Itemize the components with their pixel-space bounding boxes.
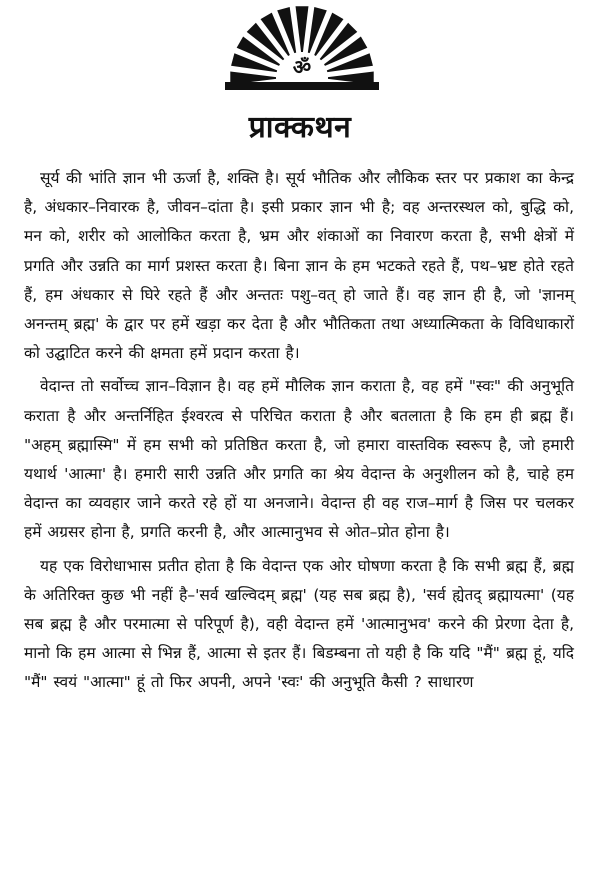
sun-ray [277, 7, 296, 53]
paragraph-1: सूर्य की भांति ज्ञान भी ऊर्जा है, शक्ति है। सूर्य भौतिक और लौकिक स्तर पर प्रकाश का केन्द्र है, अंधकार–निवारक है, जीवन–दांता है। इसी प्रकार ज्ञान भी है; वह अन्तरस्थल को, बुद्धि को, मन को, शरीर को आलोकित करता है, भ्रम और शंकाओं का निवारण करता है, सभी क्षेत्रों में प्रगति और उन्नति का मार्ग प्रशस्त करता है। बिना ज्ञान के हम भटकते रहते हैं, पथ–भ्रष्ट होते रहते हैं, हम अंधकार से घिरे रहते हैं और अन्ततः पशु–वत् हो जाते हैं। वह ज्ञान ही है, जो 'ज्ञानम् अनन्तम् ब्रह्म' के द्वार पर हमें खड़ा कर देता है और भौतिकता तथा अध्यात्मिकता के विविधाकारों को उद्घाटित करने की क्षमता हमें प्रदान करता है। [24, 169, 574, 363]
om-glyph: ॐ [292, 55, 312, 79]
paragraph-3: यह एक विरोधाभास प्रतीत होता है कि वेदान्त एक ओर घोषणा करता है कि सभी ब्रह्म हैं, ब्रह्म के अतिरिक्त कुछ भी नहीं है–'सर्व खल्विदम् ब्रह्म' (यह सब ब्रह्म है), 'सर्व ह्येतद् ब्रह्मायत्मा' (यह सब ब्रह्म है और परमात्मा से परिपूर्ण है), वही वेदान्त हमें 'आत्मानुभव' करने की प्रेरणा देता है, मानो कि हम आत्मा से भिन्न हैं, आत्मा से इतर हैं। बिडम्बना तो यही है कि यदि "मैं" ब्रह्म हूं, यदि "मैं" स्वयं "आत्मा" हूं तो फिर अपनी, अपने 'स्वः' की अनुभूति कैसी ? साधारण [24, 556, 574, 692]
paragraph-2: वेदान्त तो सर्वोच्च ज्ञान–विज्ञान है। वह हमें मौलिक ज्ञान कराता है, वह हमें "स्वः" की अनुभूति कराता है और अन्तर्निहित ईश्वरत्व से परिचित कराता है और बतलाता है कि हम ही ब्रह्म हैं। "अहम् ब्रह्मास्मि" में हम सभी को प्रतिष्ठित करता है, जो हमारा वास्तविक स्वरूप है, जो हमारी यथार्थ 'आत्मा' है। हमारी सारी उन्नति और प्रगति का श्रेय वेदान्त के अनुशीलन को है, चाहे हम वेदान्त का व्यवहार जाने करते रहे हों या अनजाने। वेदान्त ही वह राज–मार्ग है जिस पर चलकर हमें अग्रसर होना है, प्रगति करनी है, और आत्मानुभव से ओत–प्रोत होना है। [24, 377, 574, 542]
sun-ray [296, 6, 309, 52]
sun-ray [231, 53, 277, 72]
page-title: प्राक्कथन [248, 110, 352, 145]
sun-ray [308, 7, 327, 53]
sunrise-om-icon [225, 2, 379, 94]
sun-ray [327, 53, 373, 72]
document-body [24, 164, 574, 698]
